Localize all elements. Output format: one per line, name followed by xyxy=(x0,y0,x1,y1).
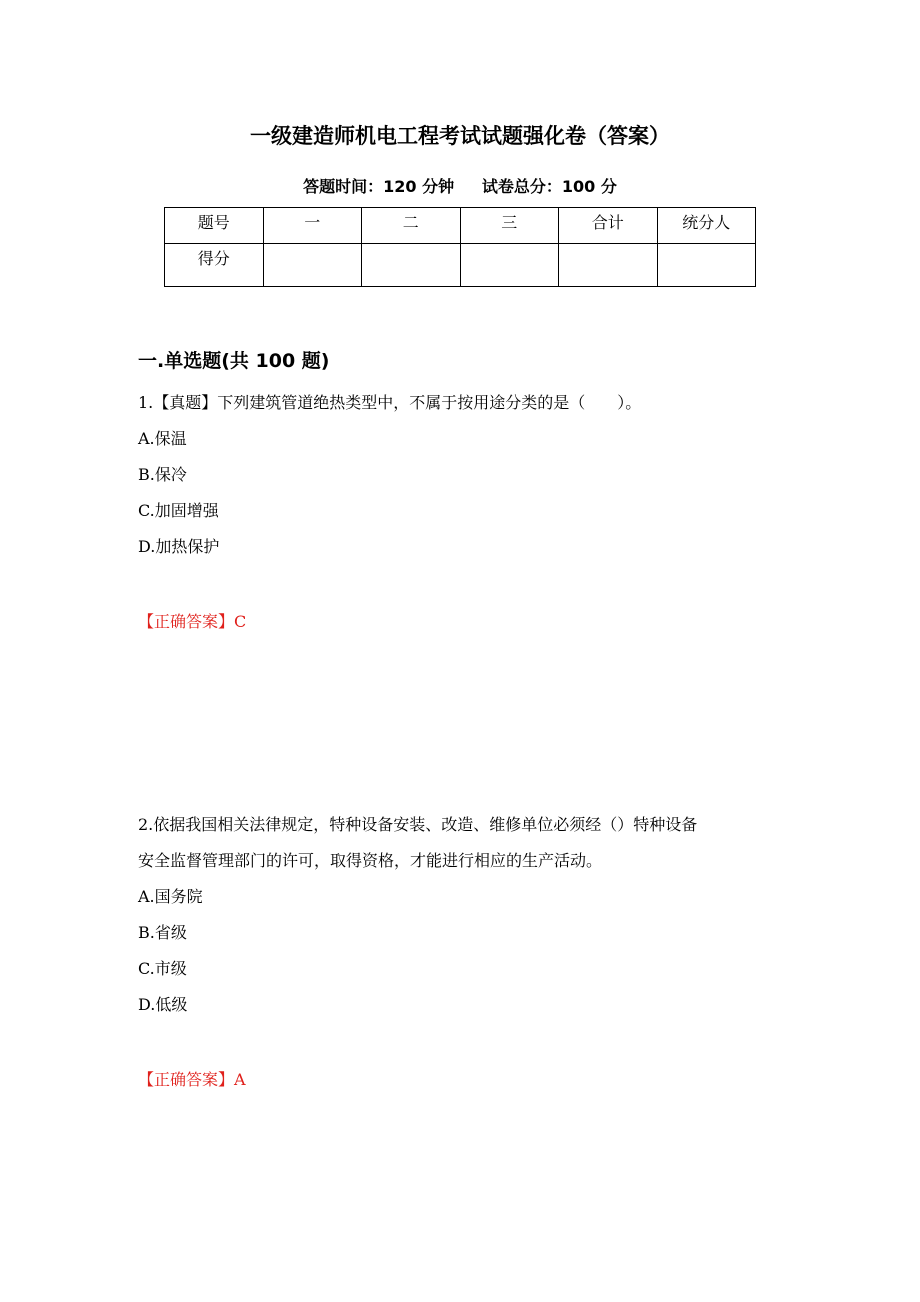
header-cell-question-number: 题号 xyxy=(165,208,264,244)
question-1-option-d: D.加热保护 xyxy=(138,537,220,556)
header-cell-total: 合计 xyxy=(559,208,658,244)
score-cell-scorer xyxy=(657,244,756,287)
score-table-score-row xyxy=(165,244,756,287)
question-1-option-c: C.加固增强 xyxy=(138,501,219,520)
score-cell-part-2 xyxy=(362,244,461,287)
document-title: 一级建造师机电工程考试试题强化卷（答案） xyxy=(250,124,670,148)
score-cell-part-3 xyxy=(460,244,559,287)
score-table-header-row xyxy=(165,208,756,244)
question-1-stem: 1.【真题】下列建筑管道绝热类型中，不属于按用途分类的是（ ）。 xyxy=(138,393,642,412)
row-label-score: 得分 xyxy=(165,244,264,287)
score-cell-part-1 xyxy=(263,244,362,287)
header-cell-part-1: 一 xyxy=(263,208,362,244)
header-cell-scorer: 统分人 xyxy=(657,208,756,244)
score-cell-total xyxy=(559,244,658,287)
question-1-option-b: B.保冷 xyxy=(138,465,187,484)
score-table xyxy=(164,207,756,287)
question-1-answer: 【正确答案】C xyxy=(138,612,247,631)
section-title: 一.单选题(共 100 题) xyxy=(138,350,330,372)
question-2-option-b: B.省级 xyxy=(138,923,187,942)
question-1-option-a: A.保温 xyxy=(138,429,187,448)
question-2-answer: 【正确答案】A xyxy=(138,1070,246,1089)
question-2-option-c: C.市级 xyxy=(138,959,187,978)
header-cell-part-3: 三 xyxy=(460,208,559,244)
question-2-option-a: A.国务院 xyxy=(138,887,203,906)
question-2-stem-line-1: 2.依据我国相关法律规定，特种设备安装、改造、维修单位必须经（）特种设备 xyxy=(138,815,698,834)
question-2-option-d: D.低级 xyxy=(138,995,188,1014)
question-2-stem-line-2: 安全监督管理部门的许可，取得资格，才能进行相应的生产活动。 xyxy=(138,851,603,870)
exam-info: 答题时间：120 分钟 试卷总分：100 分 xyxy=(303,177,617,196)
header-cell-part-2: 二 xyxy=(362,208,461,244)
